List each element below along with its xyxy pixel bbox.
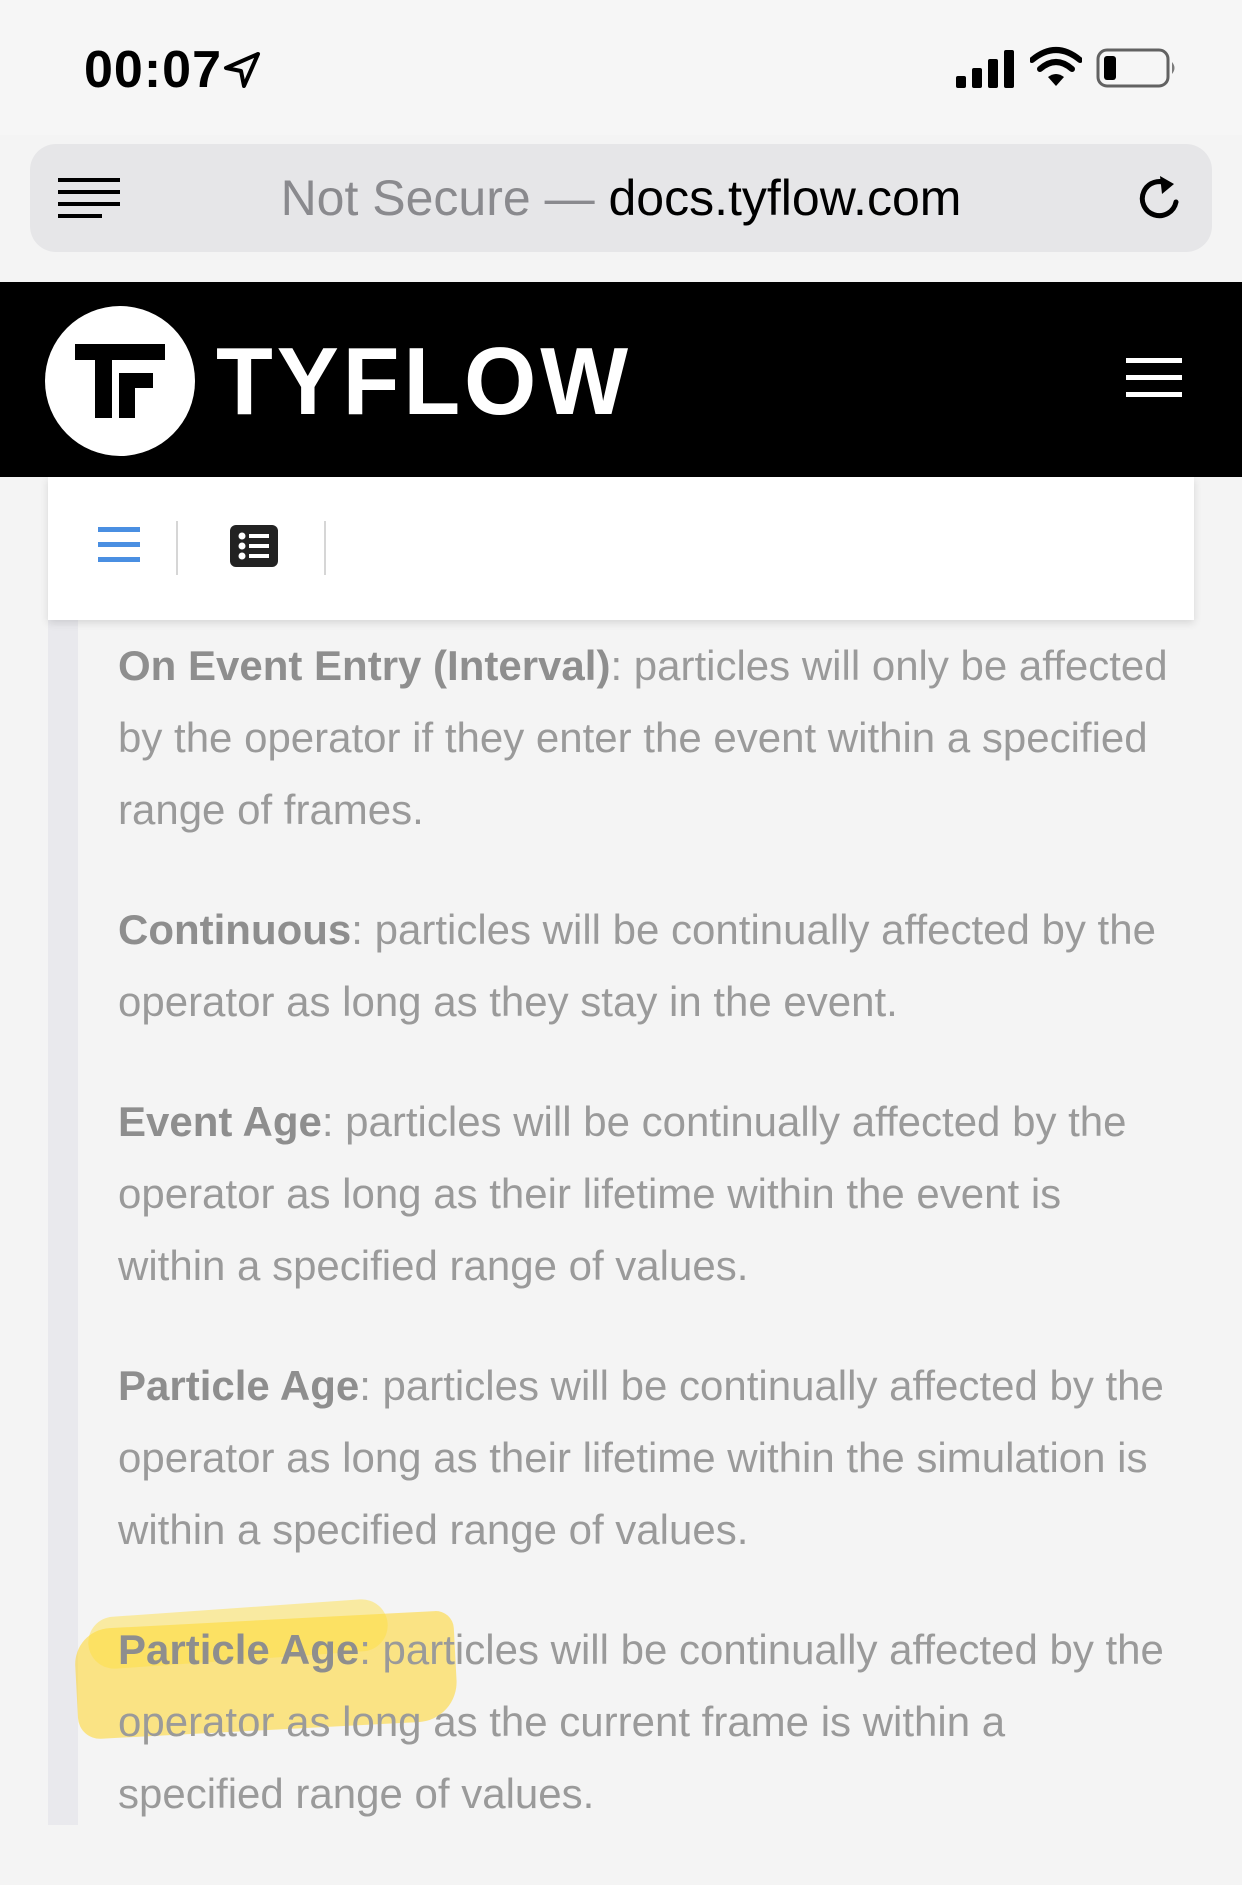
- toolbar-divider: [176, 521, 178, 575]
- status-bar: [0, 0, 1242, 135]
- url-display[interactable]: [30, 168, 1212, 228]
- address-bar[interactable]: [30, 144, 1212, 252]
- hamburger-menu-icon[interactable]: [1126, 358, 1182, 398]
- url-domain: docs.tyflow.com: [608, 170, 962, 226]
- list-view-icon[interactable]: [230, 525, 278, 567]
- tyflow-logo-mark: [75, 344, 165, 418]
- signal-icon: [956, 48, 1016, 88]
- table-of-contents-icon[interactable]: [98, 527, 140, 563]
- definition-item: [118, 1086, 1178, 1302]
- definition-text: : particles will be continually affected by the operator as long as their lifetime within the event is within a specified range of values.: [118, 1098, 1127, 1289]
- definition-term: Event Age: [118, 1098, 322, 1145]
- definition-item: [118, 630, 1178, 846]
- definition-item: [118, 1614, 1178, 1830]
- definition-item: [118, 894, 1178, 1038]
- doc-toolbar: [48, 477, 1194, 620]
- wifi-icon: [1030, 46, 1082, 88]
- reload-icon[interactable]: [1134, 172, 1186, 224]
- tyflow-wordmark-text: TYFLOW: [216, 334, 632, 426]
- site-header: [0, 282, 1242, 477]
- location-arrow-icon: [222, 50, 262, 90]
- definition-text: : particles will only be affected by the operator if they enter the event within a specified range of frames.: [118, 642, 1168, 833]
- definition-term: Continuous: [118, 906, 352, 953]
- definition-term: Particle Age: [118, 1362, 360, 1409]
- definition-text: : particles will be continually affected by the operator as long as they stay in the event.: [118, 906, 1156, 1025]
- definition-item: [118, 1350, 1178, 1566]
- highlighted-definition: [118, 1614, 1178, 1830]
- definition-text: : particles will be continually affected by the operator as long as the current frame is within a specified range of values.: [118, 1626, 1164, 1817]
- tyflow-logo[interactable]: [45, 306, 195, 456]
- tyflow-wordmark: [216, 334, 636, 426]
- status-time: 00:07: [84, 41, 222, 99]
- toolbar-divider: [324, 521, 326, 575]
- definition-text: : particles will be continually affected by the operator as long as their lifetime within the simulation is within a specified range of values.: [118, 1362, 1164, 1553]
- definition-term: On Event Entry (Interval): [118, 642, 611, 689]
- security-status: Not Secure —: [280, 170, 595, 226]
- battery-icon: [1096, 48, 1178, 88]
- doc-content: [118, 630, 1178, 1878]
- content-left-rule: [48, 600, 78, 1825]
- definition-term: Particle Age: [118, 1626, 360, 1673]
